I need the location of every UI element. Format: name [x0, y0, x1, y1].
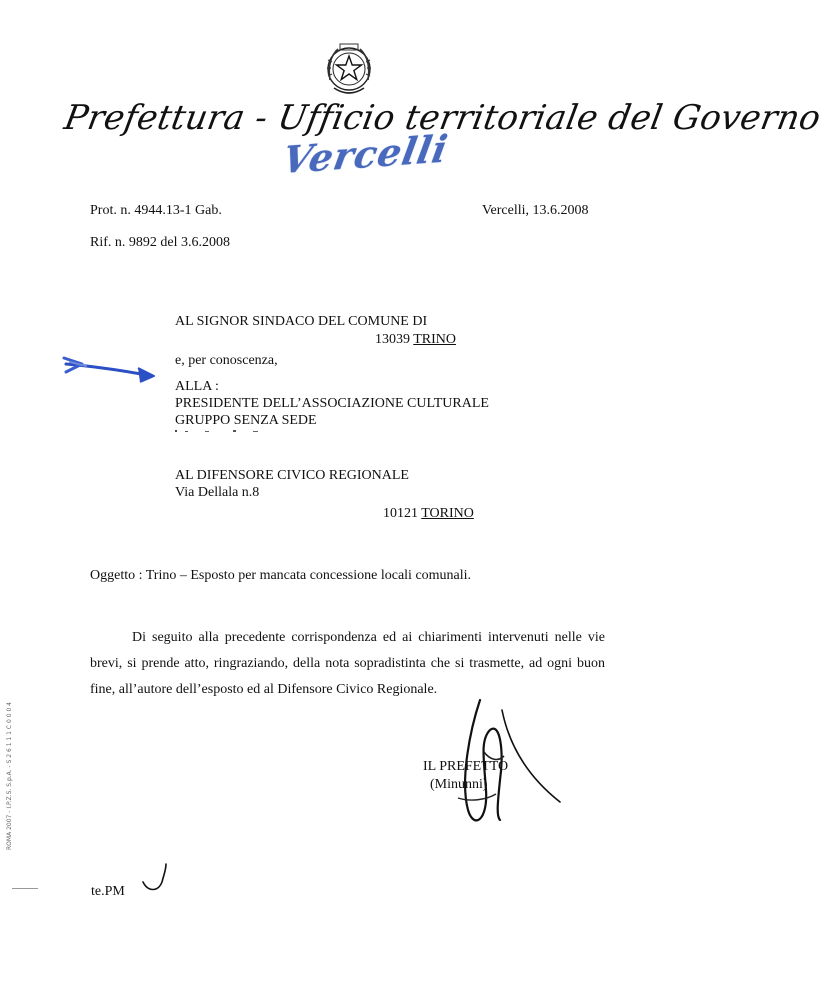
- typist-initials: te.PM: [91, 884, 125, 899]
- blue-arrow-annotation-icon: [60, 350, 160, 386]
- italian-republic-emblem-icon: [318, 38, 380, 104]
- recipient-3-city-line: [383, 505, 474, 523]
- handwritten-signature: [440, 690, 570, 840]
- letterhead-title: Prefettura - Ufficio territoriale del Governo: [61, 98, 824, 138]
- handwritten-check-mark: [140, 862, 174, 894]
- signatory-name: (Minunni): [430, 777, 488, 792]
- protocol-number: Prot. n. 4944.13-1 Gab.: [90, 203, 222, 218]
- reference-number: Rif. n. 9892 del 3.6.2008: [90, 235, 230, 250]
- city-stamp: Vercelli: [279, 126, 452, 183]
- subject-line: Oggetto : Trino – Esposto per mancata concessione locali comunali.: [90, 568, 472, 583]
- recipient-3-city: TORINO: [421, 506, 474, 521]
- redaction-marks: [175, 428, 265, 434]
- margin-fold-mark: [12, 888, 38, 889]
- recipient-1-city: TRINO: [413, 332, 457, 347]
- letter-date: Vercelli, 13.6.2008: [482, 203, 589, 218]
- recipient-2-header: ALLA :: [175, 379, 219, 394]
- recipient-2-org: GRUPPO SENZA SEDE: [175, 413, 317, 428]
- margin-print-code: ROMA 2007 - I.P.Z.S. S.p.A. - S 2 6 1 1 1 C 0 0 0 4: [6, 702, 13, 850]
- recipient-3-cap: 10121: [383, 506, 418, 521]
- recipient-1-name: AL SIGNOR SINDACO DEL COMUNE DI: [175, 314, 428, 329]
- body-text: Di seguito alla precedente corrispondenza ed ai chiarimenti intervenuti nelle vie brevi, si prende atto, ringraziando, della nota sopradistinta che si trasmette, ad ogni buon fine, all’autore dell’esposto ed al Difensore Civico Regionale.: [90, 630, 605, 697]
- signatory-title: IL PREFETTO: [423, 759, 509, 774]
- recipient-1-cap: 13039: [375, 332, 410, 347]
- recipient-2-name: PRESIDENTE DELL’ASSOCIAZIONE CULTURALE: [175, 396, 489, 411]
- recipient-3-name: AL DIFENSORE CIVICO REGIONALE: [175, 468, 409, 483]
- recipient-1-city-line: [375, 331, 456, 349]
- recipient-3-street: Via Dellala n.8: [175, 485, 260, 500]
- cc-label: e, per conoscenza,: [175, 353, 278, 368]
